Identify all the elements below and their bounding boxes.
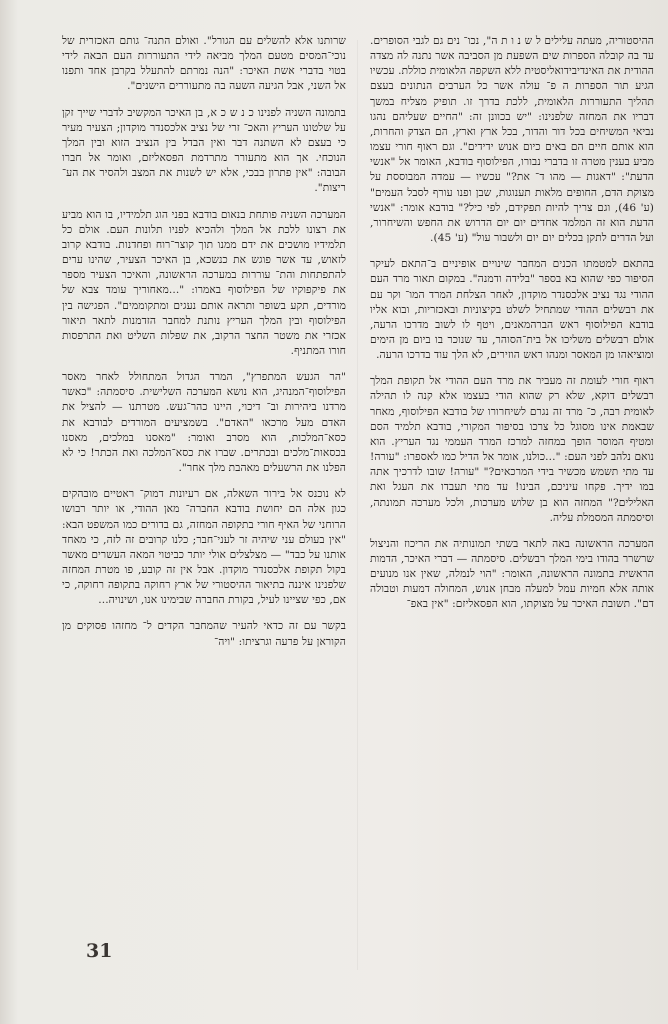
paragraph: בקשר עם זה כדאי להעיר שהמחבר הקדים ל־ מחזהו פסוקים מן הקוראן על פרעה וגרציתו: "ויה־: [62, 620, 346, 648]
paragraph: המערכה השניה פותחת בנאום בודבא בפני הוג תלמידיו, בו הוא מביע את רצונו ללכת אל המלך ולהכיא לפניו תלונות העם. אולם כל תלמידיו מושכים את ידם ממנו תוך קוצר־רוח ופחדנות. בודבא קרוב לזאוש, עד אשר פוגש את כנשכא, בן האיכר הצעיר, שהינו ערים להתפתחות והת־ עוררות במערכה הראשונה, והאיכר הצעיר מספר את פיקפוקיו של הפילוסוף באמרו: "...מאחוריך עומד צבא של מורדים, תקע בשופר ותראה אותם נעגים ומתקוממים". הפגישה בין הפילוסוף ובין המלך העריץ נותנת למחבר הזדמנות לתאר תיאור אכזרי את משטר החצר הרקוב, את שפלות השליט ואת התרפסות חורו המתניף.: [62, 208, 346, 357]
paragraph: "הר הגעש המתפרץ", המרד הגדול המתחולל לאחר מאסר הפילוסוף־המנהיג, הוא נושא המערכה השלישית. סיסמתה: "כאשר מרדנו ביהירות וב־ דיכוי, היינו כהר־געש. מטרתנו — להציל את האדם מעל מרכאו "האדם". בשמציעים המורדים לבודבא את כסא־המלכות, הוא מסרב ואומר: "מאסנו במלכים, מאסנו בכסאות־מלכים ובכתרים. שברו את כסא־המלכה ואת הכתר! כי לא הפלנו את הרשעלים מאהבת מלך אחר".: [62, 371, 346, 475]
paragraph: המערכה הראשונה באה לתאר בשתי תמונותיה את הריכוז והניצול שרשרר בהודו בימי המלך רבשלים. סיסמתה — דברי האיכר, הדמות הראשית בתמונה הראשונה, האומר: "הוי לנמלה, שאין אנו מנועים אותה אלא חמיות עמל למעלה מבחן אנוש, המחולה דמעות וטבולה דם". תשובת האיכר על מצוקתו, הוא הפסאליזם: "אין באפ־: [370, 537, 654, 611]
paragraph: בהתאם למטמתו הכנים המחבר שינויים אופיניים ב־התאם לעיקר הסיפור כפי שהוא בא בספר "בלידה ודמנה". במקום תאור מרד העם ההודי נגד נציב אלכסנדר מוקדון, לאחר הצלחת המרד המו־ וקר עם את רבשלים ההודי שמתחיל לשלט בקיצוניות ובאכזריות, ובוא אליו בודבא הפילוסוף ראש הברהמאנים, ויטף לו לשוב מדרכו הרעה, אולם רבשלים משליכו אל בית־הסוהר, עד שנוכר בו ביום מן הימים ומוציאהו מן המאסר ומנהו ראש הוזירים, לא הלך עוד בדרכו הרעה.: [370, 258, 654, 362]
paragraph: לא נוכנס אל בירור השאלה, אם רעיונות דמוק־ ראטיים מובהקים כגון אלה הם יחושת בודבא החברה־ מאן ההודי, או יותר רבושו הרוחני של האיף חורי בתקופה המחזה, גם בדורים כמו המשפט הבא: "אין בעולם עני שיהיה זר לעני־חבר; כלנו קרובים זה לזה, כי מאחד אותנו על כבד" — מצלצלים אולי יותר כביטוי המאה העשרים מאשר בקול תקופת אלכסנדר מוקדון. אבל אין זה קובע, פו מטרת המחזה שלפנינו איננה בתיאור ההיסטורי של ארץ רחוקה בתקופה רחוקה, כי אם, כפי שציינו לעיל, בקורת החברה שבימינו אנו, ושינויה...: [62, 488, 346, 607]
paragraph: ההיסטוריה, מעתה עלילים ל ש נ ו ת ה", נכו־ נים גם לגבי הסופרים. עד בה קובלה הספרות שים השפעת מן הסביבה אשר נתנה לה מצדה ההודית את האינדיבידואליסטית ללא השקפה הלאומית כוללת. עכשיו הגיע תור הספרות ה פ־ עולה אשר כל הערבים הנתונים בעצם תהליך התעוררות הלאומית, ללכת בדרך זו. תופיק מצליח במשך דבריו את המחזה שלפנינו: "יש בכוונן זה: "החיים שעליהם נהגו נביאי המשיחים בכל דור והדור, בכל ארץ וארץ, הם הצדק והחרות, הוא אותם חיים הם באים כיום אנוש ידידים". וגם ראוף חורי עצמו מביע בענין מטרה זו בדברי נבורו, הפילוסוף בודבא, האומר אל "אנשי הדעת": "דאגות — מהו ד־ את?" עכשיו — עמדה המבוססת על מצוקת הדם, החופים מלאות תענוגות, שבן ופנו עורף לסבל העמים" (ע' 46), וגם צריך להיות תפקידם, לפי כיל?" בודבא אומר: "אנשי הדעת הוא זה המלמד אחדים יום יום הדרוש את החפש והשיחרור, ועל הדרים לתקן בכלים יום יום ולשבור עול" (ע' 45).: [370, 35, 654, 245]
page-number: 31: [86, 940, 113, 962]
paragraph: ראוף חורי לעומת זה מעביר את מרד העם ההודי אל תקופת המלך רבשלים דוקא, שלא רק שהוא הודי בעצמו אלא קנה לו תהילה לאומית רבה, כ־ מרד זה נגרם לשיחרורו של בודבא הפילוסוף, מאחר שבאמת אינו מסוגל כל צרכו בסיפור המקורי, בודבא תלמיד הסם ומטיף המוסר הופך במחזה למרכז המרד העממי נגד העריץ. הוא נואם נלהב לפני העם: "...כולנו, אומר אל הדיל כמו לאספרו: "עורה! עד מתי תשמש מכשיר בידי המרכאים?" "עורה! שובו לדרכיך אתה במו ידיך. פקחו עיניכם, הבינו! עד מתי תעבדו את העגל ואת האלילים?" המחזה הוא בן שלוש מערכות, ולכל מערכה תמונתה, וסיסמתה המסמלת עליה.: [370, 375, 654, 524]
column-divider: [357, 40, 358, 970]
text-column-right: [370, 34, 654, 984]
paragraph: שרותנו אלא להשלים עם הגורל". ואולם התנה־ גותם האכזרית של נוכי־המסים מטעם המלך מביאה לידי התעוררות העם הבאה לידי בטוי בדברי אשת האיכר: "הנה נמרתם להתעלל בקרבן אחד ותפנו אל השני, אבל הגיעה השעה בה מתעוררים הישנים".: [62, 35, 346, 93]
text-column-left: [62, 34, 346, 984]
paragraph: בתמונה השניה לפנינו כ נ ש כ א, בן האיכר המקשיב לדברי שייך זקן על שלטונו העריץ והאכ־ זרי של נציב אלכסנדר מוקדון; הצעיר מעיר כי בעצם לא השתנה דבר ואין הבדל בין הנציב הזוא ובין המלך הנוכחי. אך הוא מתעורר מתרדמת הפסאליזם, ואומר אל חברו הבובה: "אין פתרון בבכי, אלא יש לשנות את המצב ולהסיר את הע־ ריצות".: [62, 106, 346, 195]
